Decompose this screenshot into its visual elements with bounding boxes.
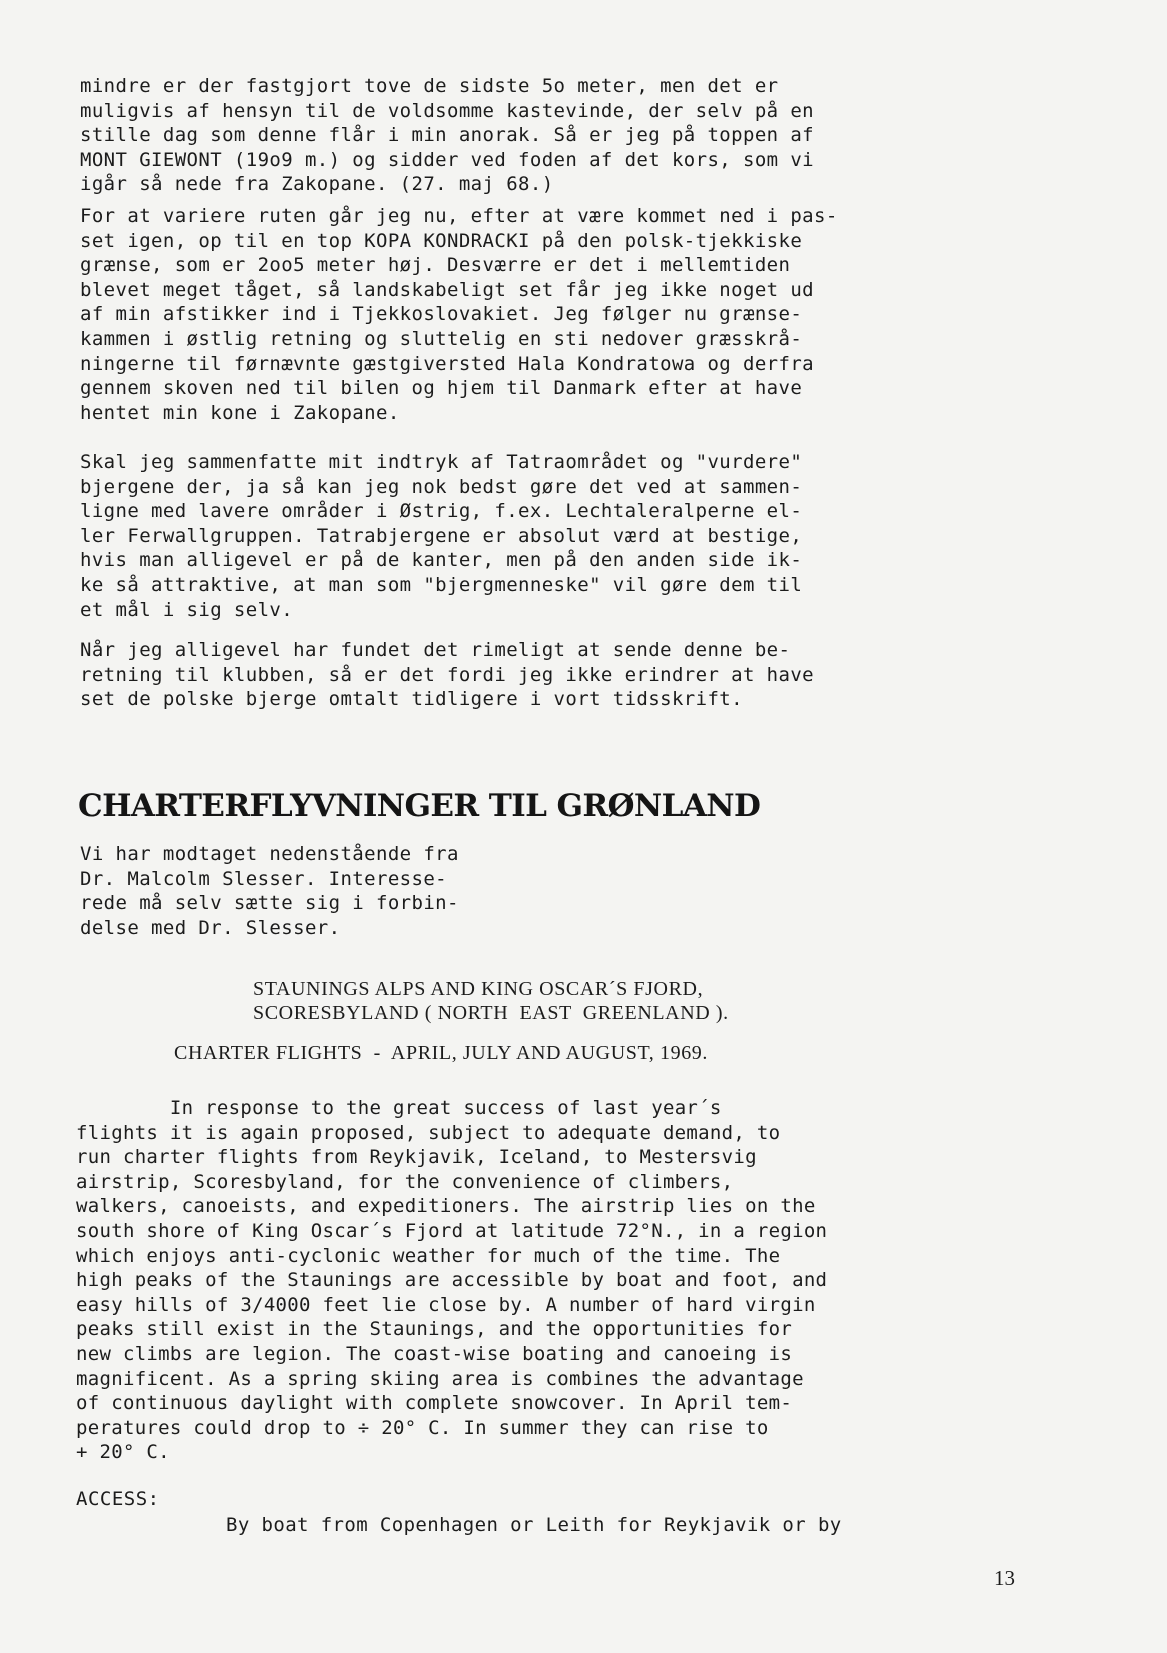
document-title-line2: SCORESBYLAND ( NORTH EAST GREENLAND ). [253, 1002, 729, 1024]
page-number: 13 [994, 1566, 1015, 1590]
document-body: In response to the great success of last year´s flights it is again proposed, subject to adequate demand, to run charter flights from Reykjavik, Iceland, to Mestersvig airstrip, Scoresbyland, for the convenience of climbers, walkers, canoeists, and expeditioners. The airstrip lies on the south shore of King Oscar´s Fjord at latitude 72°N., in a region which enjoys anti-cyclonic weather for much of the time. The high peaks of the Staunings are accessible by boat and foot, and easy hills of 3/4000 feet lie close by. A number of hard virgin peaks still exist in the Staunings, and the opportunities for new climbs are legion. The coast-wise boating and canoeing is magnificent. As a spring skiing area is combines the advantage of continuous daylight with complete snowcover. In April tem- peratures could drop to ÷ 20° C. In summer they can rise to + 20° C. [76, 1097, 828, 1464]
paragraph-giewont: mindre er der fastgjort tove de sidste 5o meter, men det er muligvis af hensyn til de voldsomme kastevinde, der selv på en stille dag som denne flår i min anorak. Så er jeg på toppen af MONT GIEWONT (19o9 m.) og sidder ved foden af det kors, som vi igår så nede fra Zakopane. (27. maj 68.) [80, 75, 815, 196]
document-subtitle: CHARTER FLIGHTS - APRIL, JULY AND AUGUST, 1969. [174, 1042, 708, 1064]
access-text: By boat from Copenhagen or Leith for Reykjavik or by [226, 1514, 842, 1536]
access-label: ACCESS: [76, 1488, 160, 1510]
paragraph-kopa-kondracki: For at variere ruten går jeg nu, efter at være kommet ned i pas- set igen, op til en top KOPA KONDRACKI på den polsk-tjekkiske grænse, som er 2oo5 meter høj. Desværre er det i mellemtiden blevet meget tåget, så landskabeligt set får jeg ikke noget ud af min afstikker ind i Tjekkoslovakiet. Jeg følger nu grænse- kammen i østlig retning og sluttelig en sti nedover græsskrå- ningerne til førnævnte gæstgiversted Hala Kondratowa og derfra gennem skoven ned til bilen og hjem til Danmark efter at have hentet min kone i Zakopane. [80, 205, 838, 424]
section-heading: CHARTERFLYVNINGER TIL GRØNLAND [78, 788, 761, 824]
document-title-line1: STAUNINGS ALPS AND KING OSCAR´S FJORD, [253, 978, 704, 1000]
section-intro: Vi har modtaget nedenstående fra Dr. Malcolm Slesser. Interesse- rede må selv sætte sig i forbin- delse med Dr. Slesser. [80, 843, 459, 939]
paragraph-summary: Skal jeg sammenfatte mit indtryk af Tatraområdet og "vurdere" bjergene der, ja så kan jeg nok bedst gøre det ved at sammen- ligne med lavere områder i Østrig, f.ex. Lechtaleralperne el- ler Ferwallgruppen. Tatrabjergene er absolut værd at bestige, hvis man alligevel er på de kanter, men på den anden side ik- ke så attraktive, at man som "bjergmenneske" vil gøre dem til et mål i sig selv. [80, 451, 803, 621]
paragraph-closing: Når jeg alligevel har fundet det rimeligt at sende denne be- retning til klubben, så er det fordi jeg ikke erindrer at have set de polske bjerge omtalt tidligere i vort tidsskrift. [80, 639, 815, 711]
